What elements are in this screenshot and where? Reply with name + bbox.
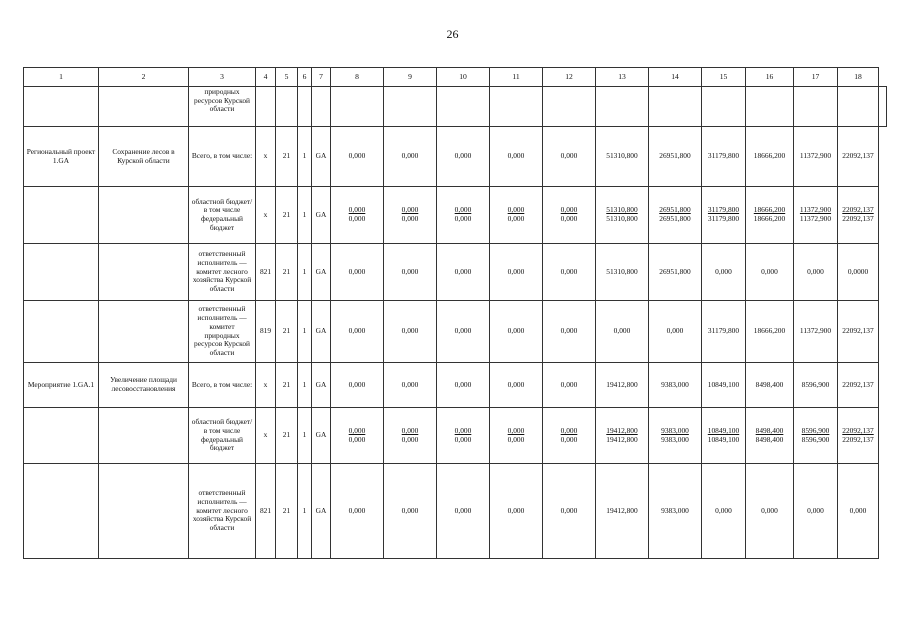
cell-value: 0,000 (746, 244, 794, 301)
cell-value (702, 187, 746, 244)
value-line: 0,000 (401, 425, 419, 435)
cell-value (746, 187, 794, 244)
column-header: 4 (256, 68, 276, 87)
value-line: 11372,900 (799, 205, 832, 215)
value-line: 0,000 (454, 205, 472, 215)
cell-value (384, 187, 437, 244)
column-header: 11 (490, 68, 543, 87)
cell-rz: 21 (276, 301, 298, 363)
cell-empty (649, 87, 702, 127)
cell-value: 0,000 (490, 301, 543, 363)
cell-value: 11372,900 (794, 127, 838, 187)
cell-value: 0,000 (702, 244, 746, 301)
value-line: 31179,800 (707, 214, 740, 223)
cell-name (24, 464, 99, 559)
column-header: 16 (746, 68, 794, 87)
cell-empty (543, 87, 596, 127)
value-line: 8596,900 (801, 425, 830, 435)
cell-empty (437, 87, 490, 127)
cell-value: 8498,400 (746, 363, 794, 408)
cell-source: ответственный исполнитель — комитет лесного хозяйства Курской области (189, 244, 256, 301)
cell-code: GA (312, 363, 331, 408)
cell-source: ответственный исполнитель — комитет природных ресурсов Курской области (189, 301, 256, 363)
value-line: 22092,137 (842, 434, 874, 444)
table-row (24, 464, 887, 559)
cell-value: 11372,900 (794, 301, 838, 363)
cell-task (99, 408, 189, 464)
value-line: 8596,900 (801, 434, 830, 444)
cell-gp: 821 (256, 464, 276, 559)
value-line: 0,000 (507, 214, 525, 223)
cell-value (746, 408, 794, 464)
cell-value: 0,000 (437, 301, 490, 363)
cell-gp: x (256, 363, 276, 408)
cell-value: 0,000 (490, 244, 543, 301)
cell-name (24, 408, 99, 464)
cell-value (649, 187, 702, 244)
table-row (24, 244, 887, 301)
column-header: 14 (649, 68, 702, 87)
cell-empty (596, 87, 649, 127)
cell-value (838, 408, 879, 464)
cell-empty (879, 87, 887, 127)
cell-code: GA (312, 127, 331, 187)
value-line: 0,000 (348, 434, 366, 444)
table-row (24, 87, 887, 127)
value-line: 0,000 (401, 434, 419, 444)
cell-value (596, 187, 649, 244)
cell-code: GA (312, 408, 331, 464)
cell-empty (702, 87, 746, 127)
value-line: 0,000 (348, 425, 366, 435)
column-header: 8 (331, 68, 384, 87)
cell-value: 0,000 (331, 363, 384, 408)
cell-gp: x (256, 187, 276, 244)
column-header: 3 (189, 68, 256, 87)
cell-empty (490, 87, 543, 127)
cell-value: 0,000 (437, 464, 490, 559)
cell-name (24, 301, 99, 363)
value-line: 0,000 (401, 214, 419, 223)
cell-source: областной бюджет/в том числе федеральный бюджет (189, 187, 256, 244)
value-line: 0,000 (560, 425, 578, 435)
cell-value: 31179,800 (702, 301, 746, 363)
cell-value: 19412,800 (596, 363, 649, 408)
cell-gp: x (256, 127, 276, 187)
page-number: 26 (446, 27, 459, 41)
cell-pr: 1 (298, 301, 312, 363)
cell-value: 0,000 (794, 244, 838, 301)
cell-value: 26951,800 (649, 127, 702, 187)
cell-value: 51310,800 (596, 244, 649, 301)
cell-value (838, 187, 879, 244)
table-row (24, 363, 887, 408)
value-line: 0,000 (560, 214, 578, 223)
cell-value: 18666,200 (746, 301, 794, 363)
cell-value: 0,000 (384, 363, 437, 408)
cell-value: 0,000 (838, 464, 879, 559)
cell-value: 0,000 (437, 244, 490, 301)
cell-value: 0,000 (331, 244, 384, 301)
value-line: 18666,200 (753, 214, 786, 223)
table-row (24, 301, 887, 363)
cell-value: 0,000 (490, 464, 543, 559)
cell-value: 18666,200 (746, 127, 794, 187)
value-line: 51310,800 (606, 205, 638, 215)
cell-empty (331, 87, 384, 127)
cell-value: 0,000 (543, 127, 596, 187)
cell-empty (256, 87, 276, 127)
cell-pr: 1 (298, 244, 312, 301)
cell-empty (794, 87, 838, 127)
cell-value: 0,000 (490, 363, 543, 408)
value-line: 22092,137 (842, 205, 874, 215)
cell-task (99, 301, 189, 363)
cell-empty (276, 87, 298, 127)
column-header: 18 (838, 68, 879, 87)
cell-rz: 21 (276, 244, 298, 301)
value-line: 51310,800 (606, 214, 638, 223)
cell-source: областной бюджет/в том числе федеральный бюджет (189, 408, 256, 464)
cell-rz: 21 (276, 363, 298, 408)
header-row (24, 68, 887, 87)
value-line: 0,000 (507, 434, 525, 444)
cell-value: 0,000 (543, 363, 596, 408)
cell-value: 0,000 (331, 301, 384, 363)
value-line: 0,000 (401, 205, 419, 215)
cell-gp: x (256, 408, 276, 464)
cell-task (99, 87, 189, 127)
cell-value: 0,000 (384, 301, 437, 363)
value-line: 8498,400 (755, 434, 784, 444)
cell-gp: 819 (256, 301, 276, 363)
cell-value: 9383,000 (649, 464, 702, 559)
column-header: 7 (312, 68, 331, 87)
column-header: 9 (384, 68, 437, 87)
cell-value (702, 408, 746, 464)
cell-value: 0,000 (437, 363, 490, 408)
value-line: 0,000 (348, 205, 366, 215)
value-line: 0,000 (560, 434, 578, 444)
cell-value: 22092,137 (838, 301, 879, 363)
value-line: 22092,137 (842, 425, 874, 435)
cell-value: 0,000 (543, 244, 596, 301)
cell-task (99, 187, 189, 244)
cell-value: 0,0000 (838, 244, 879, 301)
cell-value (437, 408, 490, 464)
cell-value: 0,000 (543, 301, 596, 363)
cell-value (490, 408, 543, 464)
cell-value: 26951,800 (649, 244, 702, 301)
cell-value: 0,000 (702, 464, 746, 559)
value-line: 19412,800 (606, 425, 638, 435)
cell-task (99, 464, 189, 559)
cell-value (543, 187, 596, 244)
cell-empty (746, 87, 794, 127)
cell-value: 51310,800 (596, 127, 649, 187)
value-line: 9383,000 (661, 425, 689, 435)
cell-task (99, 244, 189, 301)
cell-source: Всего, в том числе: (189, 363, 256, 408)
cell-task: Увеличение площади лесовосстановления (99, 363, 189, 408)
cell-rz: 21 (276, 408, 298, 464)
value-line: 9383,000 (661, 434, 689, 444)
cell-code: GA (312, 301, 331, 363)
cell-value (331, 408, 384, 464)
column-header: 13 (596, 68, 649, 87)
cell-name (24, 187, 99, 244)
value-line: 0,000 (507, 205, 525, 215)
column-header: 15 (702, 68, 746, 87)
cell-value: 0,000 (794, 464, 838, 559)
table-row (24, 187, 887, 244)
cell-value: 0,000 (649, 301, 702, 363)
value-line: 8498,400 (755, 425, 784, 435)
value-line: 10849,100 (707, 425, 740, 435)
value-line: 0,000 (348, 214, 366, 223)
cell-empty (384, 87, 437, 127)
value-line: 11372,900 (799, 214, 832, 223)
column-header: 2 (99, 68, 189, 87)
cell-value: 0,000 (490, 127, 543, 187)
cell-value (543, 408, 596, 464)
cell-name: Мероприятие 1.GA.1 (24, 363, 99, 408)
cell-value: 0,000 (384, 244, 437, 301)
cell-name: Региональный проект 1.GA (24, 127, 99, 187)
cell-gp: 821 (256, 244, 276, 301)
cell-pr: 1 (298, 408, 312, 464)
cell-value: 0,000 (331, 464, 384, 559)
value-line: 0,000 (507, 425, 525, 435)
table-row (24, 408, 887, 464)
value-line: 31179,800 (707, 205, 740, 215)
cell-value (384, 408, 437, 464)
cell-value (649, 408, 702, 464)
cell-value: 0,000 (384, 127, 437, 187)
cell-value (596, 408, 649, 464)
value-line: 26951,800 (659, 205, 691, 215)
cell-pr: 1 (298, 187, 312, 244)
cell-code: GA (312, 464, 331, 559)
value-line: 18666,200 (753, 205, 786, 215)
cell-value: 0,000 (331, 127, 384, 187)
column-header: 1 (24, 68, 99, 87)
cell-code: GA (312, 187, 331, 244)
value-line: 10849,100 (707, 434, 740, 444)
table-row (24, 127, 887, 187)
cell-value: 31179,800 (702, 127, 746, 187)
cell-task: Сохранение лесов в Курской области (99, 127, 189, 187)
cell-value: 8596,900 (794, 363, 838, 408)
cell-rz: 21 (276, 464, 298, 559)
cell-value: 0,000 (437, 127, 490, 187)
cell-rz: 21 (276, 127, 298, 187)
cell-value: 10849,100 (702, 363, 746, 408)
cell-value (490, 187, 543, 244)
cell-source: природных ресурсов Курской области (189, 87, 256, 127)
value-line: 0,000 (560, 205, 578, 215)
cell-value (794, 187, 838, 244)
cell-source: Всего, в том числе: (189, 127, 256, 187)
cell-source: ответственный исполнитель — комитет лесного хозяйства Курской области (189, 464, 256, 559)
value-line: 19412,800 (606, 434, 638, 444)
column-header: 10 (437, 68, 490, 87)
cell-pr: 1 (298, 363, 312, 408)
column-header: 5 (276, 68, 298, 87)
value-line: 0,000 (454, 425, 472, 435)
value-line: 22092,137 (842, 214, 874, 223)
cell-empty (838, 87, 879, 127)
cell-name (24, 87, 99, 127)
value-line: 26951,800 (659, 214, 691, 223)
cell-pr: 1 (298, 464, 312, 559)
cell-value (794, 408, 838, 464)
column-header: 17 (794, 68, 838, 87)
value-line: 0,000 (454, 434, 472, 444)
cell-value: 22092,137 (838, 363, 879, 408)
cell-value: 0,000 (384, 464, 437, 559)
column-header: 6 (298, 68, 312, 87)
cell-value: 22092,137 (838, 127, 879, 187)
cell-value: 19412,800 (596, 464, 649, 559)
budget-table (23, 67, 887, 559)
cell-value (437, 187, 490, 244)
cell-code: GA (312, 244, 331, 301)
cell-value (331, 187, 384, 244)
cell-value: 0,000 (746, 464, 794, 559)
cell-value: 0,000 (596, 301, 649, 363)
cell-empty (312, 87, 331, 127)
cell-rz: 21 (276, 187, 298, 244)
cell-value: 9383,000 (649, 363, 702, 408)
cell-pr: 1 (298, 127, 312, 187)
cell-name (24, 244, 99, 301)
column-header: 12 (543, 68, 596, 87)
value-line: 0,000 (454, 214, 472, 223)
cell-value: 0,000 (543, 464, 596, 559)
cell-empty (298, 87, 312, 127)
